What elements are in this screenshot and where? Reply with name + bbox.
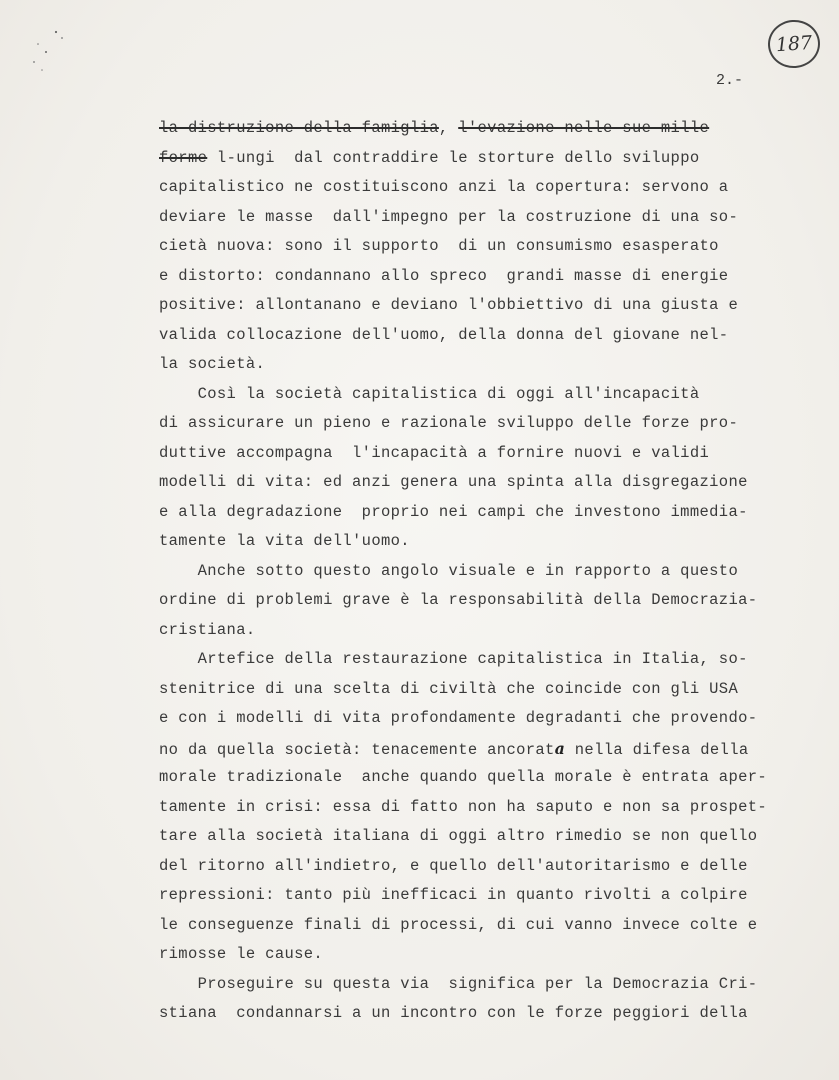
text-line: stiana condannarsi a un incontro con le forze peggiori della — [159, 1004, 748, 1022]
text-line: tamente la vita dell'uomo. — [159, 532, 410, 550]
text-line: repressioni: tanto più inefficaci in quanto rivolti a colpire — [159, 886, 748, 904]
text-span: l-ungi dal contraddire le storture dello sviluppo — [207, 148, 700, 167]
page-number: 2.- — [716, 72, 744, 89]
text-line: stenitrice di una scelta di civiltà che coincide con gli USA — [159, 679, 739, 698]
text-line: valida collocazione dell'uomo, della donna del giovane nel- — [159, 325, 729, 344]
text-line: la società. — [159, 355, 266, 373]
struck-text: l'evazione nelle sue mille — [458, 119, 710, 137]
text-span: no da quella società: tenacemente ancorat — [159, 740, 555, 759]
text-span: nella difesa della — [565, 740, 749, 759]
typewritten-text-body — [159, 114, 809, 1029]
text-line: Artefice della restaurazione capitalistica in Italia, so- — [159, 650, 748, 668]
paper-specks — [28, 26, 88, 86]
text-line: positive: allontanano e deviano l'obbiettivo di una giusta e — [159, 296, 739, 314]
handwritten-correction: a — [554, 738, 566, 758]
text-line: tamente in crisi: essa di fatto non ha saputo e non sa prospet- — [159, 797, 768, 816]
text-line: morale tradizionale anche quando quella morale è entrata aper- — [159, 768, 768, 786]
text-line: e con i modelli di vita profondamente degradanti che provendo- — [159, 709, 758, 727]
text-line: deviare le masse dall'impegno per la costruzione di una so- — [159, 207, 739, 226]
text-line: e distorto: condannano allo spreco grandi masse di energie — [159, 266, 729, 285]
archive-stamp-number: 187 — [766, 18, 821, 70]
text-line: di assicurare un pieno e razionale sviluppo delle forze pro- — [159, 414, 739, 432]
text-line: capitalistico ne costituiscono anzi la copertura: servono a — [159, 178, 729, 196]
text-line: tare alla società italiana di oggi altro rimedio se non quello — [159, 827, 758, 845]
text-line: modelli di vita: ed anzi genera una spinta alla disgregazione — [159, 473, 748, 491]
struck-text: la distruzione della famiglia — [159, 119, 439, 137]
text-line: rimosse le cause. — [159, 945, 324, 963]
struck-text: forme — [159, 148, 208, 167]
text-line: cristiana. — [159, 620, 256, 639]
text-line: Proseguire su questa via significa per la Democrazia Cri- — [159, 974, 758, 993]
text-line: Anche sotto questo angolo visuale e in rapporto a questo — [159, 561, 739, 580]
text-line: le conseguenze finali di processi, di cui vanno invece colte e — [159, 915, 758, 934]
text-line: cietà nuova: sono il supporto di un consumismo esasperato — [159, 237, 719, 255]
text-line — [159, 734, 809, 764]
text-line: del ritorno all'indietro, e quello dell'autoritarismo e delle — [159, 856, 748, 875]
text-span: , — [438, 119, 459, 137]
text-line: Così la società capitalistica di oggi all'incapacità — [159, 384, 700, 403]
text-line: e alla degradazione proprio nei campi che investono immedia- — [159, 502, 748, 521]
text-line — [159, 144, 809, 174]
text-line — [159, 114, 809, 144]
text-line: ordine di problemi grave è la responsabilità della Democrazia- — [159, 591, 758, 609]
text-line: duttive accompagna l'incapacità a fornire nuovi e validi — [159, 443, 710, 462]
